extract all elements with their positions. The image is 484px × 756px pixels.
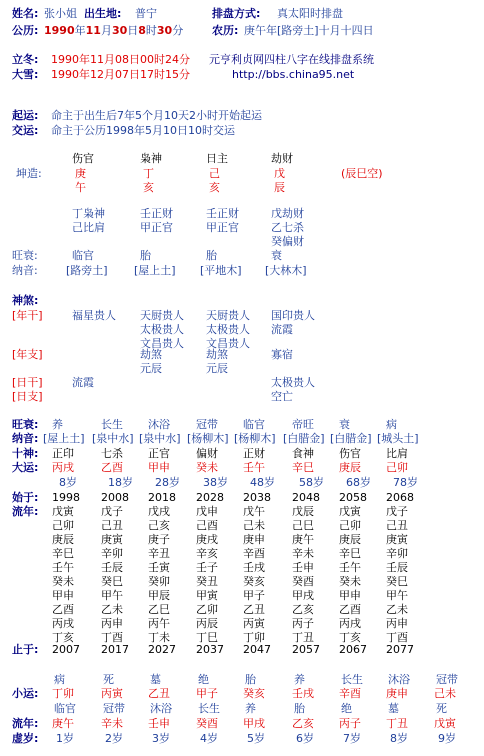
shensha-title: 神煞:: [12, 294, 39, 307]
liunian-item: 丙申: [386, 617, 408, 630]
pillar-nayin: [路旁土]: [66, 264, 108, 277]
liunian-item: 戊辰: [292, 505, 314, 518]
liunian-item: 癸丑: [196, 575, 218, 588]
dayun-age: 78岁: [393, 476, 418, 489]
pillar-nayin: [大林木]: [265, 264, 307, 277]
dayun-nayin: [白腊金]: [330, 432, 372, 445]
pillar-hidden-god: 乙七杀: [271, 221, 304, 234]
xiaoyun-liunian-label: 流年:: [12, 717, 39, 730]
solar-date: 1990年11月30日8时30分: [44, 24, 184, 37]
nian-gan-label: [年干]: [12, 309, 43, 322]
xiaoyun-state-lower: 临官: [54, 702, 76, 715]
lunar-label: 农历:: [212, 24, 239, 37]
liunian-item: 乙亥: [292, 603, 314, 616]
pillar-branch: 亥: [143, 181, 154, 194]
dayun-shishen: 偏财: [196, 447, 218, 460]
pillar-god: 劫财: [271, 152, 293, 165]
dayun-label: 大运:: [12, 461, 39, 474]
dayun-shishen: 比肩: [386, 447, 408, 460]
liunian-item: 丙寅: [243, 617, 265, 630]
dayun-pillar: 庚辰: [339, 461, 361, 474]
xusui-item: 1岁: [56, 732, 74, 745]
shensha-item: 太极贵人: [271, 376, 315, 389]
ri-zhi-label: [日支]: [12, 390, 43, 403]
shensha-item: 太极贵人: [140, 323, 184, 336]
liunian-item: 乙卯: [196, 603, 218, 616]
liunian-item: 丁亥: [339, 631, 361, 644]
pillars-label: 坤造:: [16, 167, 42, 180]
liunian-item: 辛亥: [196, 547, 218, 560]
dayun-wangshuai: 冠带: [196, 418, 218, 431]
lidong-label: 立冬:: [12, 53, 39, 66]
xiaoyun-liunian: 庚午: [52, 717, 74, 730]
liunian-item: 丁酉: [101, 631, 123, 644]
method-label: 排盘方式:: [212, 7, 261, 20]
liunian-item: 癸亥: [243, 575, 265, 588]
shensha-item: 国印贵人: [271, 309, 315, 322]
xiaoyun-state: 沐浴: [388, 673, 410, 686]
dayun-age: 28岁: [155, 476, 180, 489]
pillar-stem: 丁: [143, 167, 154, 180]
dayun-pillar: 丙戌: [52, 461, 74, 474]
liunian-label: 流年:: [12, 505, 39, 518]
xiaoyun-liunian: 乙亥: [292, 717, 314, 730]
dayun-end-year: 2047: [243, 643, 271, 656]
jiaoyun-label: 交运:: [12, 124, 39, 137]
liunian-item: 戊寅: [52, 505, 74, 518]
dayun-pillar: 乙酉: [101, 461, 123, 474]
dayun-nayin: [泉中水]: [139, 432, 181, 445]
shensha-item: 劫煞: [206, 348, 228, 361]
xiaoyun-pillar: 己未: [434, 687, 456, 700]
liunian-item: 乙巳: [148, 603, 170, 616]
dayun-start-year: 2018: [148, 491, 176, 504]
xusui-item: 7岁: [343, 732, 361, 745]
site-link[interactable]: http://bbs.china95.net: [232, 68, 355, 81]
liunian-item: 甲寅: [196, 589, 218, 602]
xusui-item: 6岁: [296, 732, 314, 745]
xiaoyun-pillar: 癸亥: [243, 687, 265, 700]
liunian-item: 丁巳: [196, 631, 218, 644]
dayun-nayin: [杨柳木]: [234, 432, 276, 445]
dayun-end-year: 2017: [101, 643, 129, 656]
pillar-stem: 戊: [274, 167, 285, 180]
dayun-end-year: 2007: [52, 643, 80, 656]
pillar-wangshuai: 临官: [72, 249, 94, 262]
shensha-item: 劫煞: [140, 348, 162, 361]
dayun-start-year: 2068: [386, 491, 414, 504]
liunian-item: 丙辰: [196, 617, 218, 630]
liunian-item: 癸巳: [386, 575, 408, 588]
pillar-hidden-god: 己比肩: [72, 221, 105, 234]
dayun-pillar: 癸未: [196, 461, 218, 474]
xusui-item: 8岁: [390, 732, 408, 745]
liunian-item: 己丑: [101, 519, 123, 532]
dayun-nayin: [城头土]: [377, 432, 419, 445]
liunian-item: 癸未: [52, 575, 74, 588]
liunian-item: 丁丑: [292, 631, 314, 644]
pillar-hidden-god: 壬正财: [206, 207, 239, 220]
qiyun-label: 起运:: [12, 109, 39, 122]
liunian-item: 辛巳: [339, 547, 361, 560]
pillar-wangshuai: 胎: [140, 249, 151, 262]
liunian-item: 乙酉: [52, 603, 74, 616]
liunian-item: 甲申: [339, 589, 361, 602]
birthplace-label: 出生地:: [84, 7, 122, 20]
dayun-wangshuai: 沐浴: [148, 418, 170, 431]
start-label: 始于:: [12, 491, 39, 504]
shensha-item: 流霞: [72, 376, 94, 389]
dayun-end-year: 2037: [196, 643, 224, 656]
pillar-hidden-god: 甲正官: [206, 221, 239, 234]
liunian-item: 己未: [243, 519, 265, 532]
liunian-item: 癸卯: [148, 575, 170, 588]
liunian-item: 甲午: [101, 589, 123, 602]
xiaoyun-state: 绝: [198, 673, 209, 686]
xiaoyun-liunian: 甲戌: [243, 717, 265, 730]
liunian-item: 己巳: [292, 519, 314, 532]
xiaoyun-state: 病: [54, 673, 65, 686]
liunian-item: 戊申: [196, 505, 218, 518]
dayun-shishen-label: 十神:: [12, 447, 39, 460]
liunian-item: 癸未: [339, 575, 361, 588]
dayun-age: 68岁: [346, 476, 371, 489]
liunian-item: 壬辰: [101, 561, 123, 574]
liunian-item: 庚寅: [386, 533, 408, 546]
liunian-item: 己酉: [196, 519, 218, 532]
liunian-item: 乙丑: [243, 603, 265, 616]
shensha-item: 元辰: [140, 362, 162, 375]
dayun-nayin: [泉中水]: [92, 432, 134, 445]
pillar-branch: 辰: [274, 181, 285, 194]
xiaoyun-state-lower: 冠带: [103, 702, 125, 715]
liunian-item: 甲子: [243, 589, 265, 602]
site-name: 元亨利贞网四柱八字在线排盘系统: [209, 53, 374, 66]
dayun-start-year: 2058: [339, 491, 367, 504]
dayun-age: 48岁: [250, 476, 275, 489]
dayun-end-year: 2027: [148, 643, 176, 656]
xiaoyun-pillar: 乙丑: [148, 687, 170, 700]
method-value: 真太阳时排盘: [277, 7, 343, 20]
solar-label: 公历:: [12, 24, 39, 37]
xiaoyun-state: 冠带: [436, 673, 458, 686]
xiaoyun-liunian: 癸酉: [196, 717, 218, 730]
dayun-age: 8岁: [59, 476, 77, 489]
pillar-branch: 午: [75, 181, 86, 194]
liunian-item: 壬戌: [243, 561, 265, 574]
shensha-item: 文昌贵人: [206, 337, 250, 350]
liunian-item: 丙戌: [52, 617, 74, 630]
ri-gan-label: [日干]: [12, 376, 43, 389]
xiaoyun-state-lower: 绝: [341, 702, 352, 715]
xiaoyun-state: 胎: [245, 673, 256, 686]
liunian-item: 丙申: [101, 617, 123, 630]
shensha-item: 天厨贵人: [206, 309, 250, 322]
xiaoyun-state: 墓: [150, 673, 161, 686]
shensha-item: 太极贵人: [206, 323, 250, 336]
liunian-item: 辛卯: [386, 547, 408, 560]
pillar-wangshuai: 胎: [206, 249, 217, 262]
liunian-item: 丙午: [148, 617, 170, 630]
liunian-item: 戊子: [101, 505, 123, 518]
pillar-hidden-god: 丁枭神: [72, 207, 105, 220]
liunian-item: 庚戌: [196, 533, 218, 546]
xiaoyun-liunian: 壬申: [148, 717, 170, 730]
shensha-item: 天厨贵人: [140, 309, 184, 322]
pillar-nayin: [平地木]: [200, 264, 242, 277]
liunian-item: 壬子: [196, 561, 218, 574]
dayun-age: 38岁: [203, 476, 228, 489]
dayun-wangshuai: 临官: [243, 418, 265, 431]
xiaoyun-liunian: 戊寅: [434, 717, 456, 730]
xiaoyun-state: 养: [294, 673, 305, 686]
wangshuai-label: 旺衰:: [12, 249, 38, 262]
xiaoyun-state-lower: 长生: [198, 702, 220, 715]
xusui-item: 4岁: [200, 732, 218, 745]
birthplace-value: 普宁: [135, 7, 157, 20]
liunian-item: 癸酉: [292, 575, 314, 588]
xiaoyun-liunian: 丙子: [339, 717, 361, 730]
shensha-item: 元辰: [206, 362, 228, 375]
liunian-item: 戊午: [243, 505, 265, 518]
name-label: 姓名:: [12, 7, 39, 20]
xiaoyun-label: 小运:: [12, 687, 39, 700]
liunian-item: 己卯: [52, 519, 74, 532]
liunian-item: 辛卯: [101, 547, 123, 560]
liunian-item: 丁酉: [386, 631, 408, 644]
liunian-item: 辛未: [292, 547, 314, 560]
lidong-value: 1990年11月08日00时24分: [51, 53, 190, 66]
liunian-item: 庚寅: [101, 533, 123, 546]
dayun-nayin: [屋上土]: [43, 432, 85, 445]
xiaoyun-state-lower: 死: [436, 702, 447, 715]
liunian-item: 庚辰: [339, 533, 361, 546]
liunian-item: 戊寅: [339, 505, 361, 518]
xiaoyun-pillar: 丙寅: [101, 687, 123, 700]
liunian-item: 乙未: [101, 603, 123, 616]
xusui-item: 2岁: [105, 732, 123, 745]
pillar-wangshuai: 衰: [271, 249, 282, 262]
daxue-label: 大雪:: [12, 68, 39, 81]
liunian-item: 甲午: [386, 589, 408, 602]
pillar-god: 日主: [206, 152, 228, 165]
pillar-hidden-god: 甲正官: [140, 221, 173, 234]
pillar-branch: 亥: [209, 181, 220, 194]
pillar-god: 枭神: [140, 152, 162, 165]
dayun-wangshuai: 帝旺: [292, 418, 314, 431]
xiaoyun-state-lower: 养: [245, 702, 256, 715]
dayun-end-year: 2067: [339, 643, 367, 656]
shensha-item: 寡宿: [271, 348, 293, 361]
dayun-wangshuai: 长生: [101, 418, 123, 431]
shensha-item: 福星贵人: [72, 309, 116, 322]
pillar-hidden-god: 壬正财: [140, 207, 173, 220]
dayun-wangshuai: 病: [386, 418, 397, 431]
liunian-item: 庚午: [292, 533, 314, 546]
dayun-start-year: 2038: [243, 491, 271, 504]
xiaoyun-liunian: 辛未: [101, 717, 123, 730]
shensha-item: 流霞: [271, 323, 293, 336]
liunian-item: 甲申: [52, 589, 74, 602]
dayun-shishen: 伤官: [339, 447, 361, 460]
liunian-item: 甲戌: [292, 589, 314, 602]
xiaoyun-pillar: 丁卯: [52, 687, 74, 700]
shensha-item: 文昌贵人: [140, 337, 184, 350]
liunian-item: 甲辰: [148, 589, 170, 602]
nayin-label: 纳音:: [12, 264, 38, 277]
liunian-item: 乙未: [386, 603, 408, 616]
liunian-item: 己亥: [148, 519, 170, 532]
pillar-god: 伤官: [72, 152, 94, 165]
xiaoyun-pillar: 壬戌: [292, 687, 314, 700]
xiaoyun-liunian: 丁丑: [386, 717, 408, 730]
liunian-item: 壬午: [52, 561, 74, 574]
lunar-value: 庚午年[路旁土]十月十四日: [244, 24, 374, 37]
xiaoyun-state-lower: 沐浴: [150, 702, 172, 715]
xusui-item: 3岁: [152, 732, 170, 745]
dayun-wangshuai: 养: [52, 418, 63, 431]
dayun-nayin: [杨柳木]: [187, 432, 229, 445]
end-label: 止于:: [12, 643, 39, 656]
dayun-pillar: 己卯: [386, 461, 408, 474]
dayun-age: 58岁: [299, 476, 324, 489]
dayun-shishen: 正印: [52, 447, 74, 460]
liunian-item: 丙子: [292, 617, 314, 630]
pillar-hidden-god: 戊劫财: [271, 207, 304, 220]
liunian-item: 庚子: [148, 533, 170, 546]
liunian-item: 壬寅: [148, 561, 170, 574]
pillar-nayin: [屋上土]: [134, 264, 176, 277]
dayun-shishen: 正财: [243, 447, 265, 460]
dayun-age: 18岁: [108, 476, 133, 489]
xiaoyun-pillar: 辛酉: [339, 687, 361, 700]
liunian-item: 壬申: [292, 561, 314, 574]
liunian-item: 癸巳: [101, 575, 123, 588]
dayun-start-year: 1998: [52, 491, 80, 504]
shensha-item: 空亡: [271, 390, 293, 403]
xusui-item: 5岁: [247, 732, 265, 745]
xiaoyun-pillar: 庚申: [386, 687, 408, 700]
dayun-start-year: 2008: [101, 491, 129, 504]
liunian-item: 辛酉: [243, 547, 265, 560]
kongwang: (辰巳空): [341, 167, 383, 180]
liunian-item: 己卯: [339, 519, 361, 532]
xusui-item: 9岁: [438, 732, 456, 745]
xiaoyun-state: 死: [103, 673, 114, 686]
xiaoyun-state: 长生: [341, 673, 363, 686]
liunian-item: 庚申: [243, 533, 265, 546]
xiaoyun-state-lower: 墓: [388, 702, 399, 715]
xiaoyun-state-lower: 胎: [294, 702, 305, 715]
name-value: 张小姐: [44, 7, 77, 20]
liunian-item: 戊子: [386, 505, 408, 518]
xiaoyun-pillar: 甲子: [196, 687, 218, 700]
qiyun-value: 命主于出生后7年5个月10天2小时开始起运: [51, 109, 262, 122]
dayun-start-year: 2048: [292, 491, 320, 504]
liunian-item: 丁卯: [243, 631, 265, 644]
dayun-end-year: 2057: [292, 643, 320, 656]
daxue-value: 1990年12月07日17时15分: [51, 68, 190, 81]
dayun-shishen: 七杀: [101, 447, 123, 460]
liunian-item: 丁亥: [52, 631, 74, 644]
liunian-item: 庚辰: [52, 533, 74, 546]
dayun-start-year: 2028: [196, 491, 224, 504]
dayun-wangshuai-label: 旺衰:: [12, 418, 39, 431]
dayun-pillar: 辛巳: [292, 461, 314, 474]
dayun-shishen: 食神: [292, 447, 314, 460]
liunian-item: 乙酉: [339, 603, 361, 616]
pillar-hidden-god: 癸偏财: [271, 235, 304, 248]
liunian-item: 壬辰: [386, 561, 408, 574]
liunian-item: 辛丑: [148, 547, 170, 560]
dayun-nayin-label: 纳音:: [12, 432, 39, 445]
xusui-label: 虚岁:: [12, 732, 39, 745]
dayun-nayin: [白腊金]: [283, 432, 325, 445]
nian-zhi-label: [年支]: [12, 348, 43, 361]
liunian-item: 丁未: [148, 631, 170, 644]
liunian-item: 丙戌: [339, 617, 361, 630]
dayun-end-year: 2077: [386, 643, 414, 656]
liunian-item: 己丑: [386, 519, 408, 532]
jiaoyun-value: 命主于公历1998年5月10日10时交运: [51, 124, 235, 137]
pillar-stem: 庚: [75, 167, 86, 180]
dayun-wangshuai: 衰: [339, 418, 350, 431]
liunian-item: 壬午: [339, 561, 361, 574]
pillar-stem: 己: [209, 167, 220, 180]
dayun-pillar: 甲申: [148, 461, 170, 474]
liunian-item: 辛巳: [52, 547, 74, 560]
liunian-item: 戊戌: [148, 505, 170, 518]
dayun-pillar: 壬午: [243, 461, 265, 474]
dayun-shishen: 正官: [148, 447, 170, 460]
